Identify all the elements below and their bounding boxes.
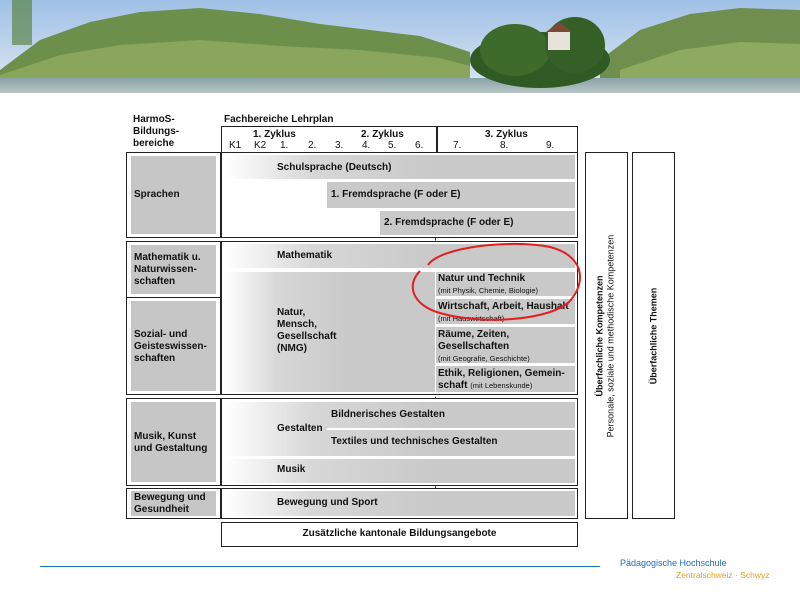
subject-fremdsprache-1: 1. Fremdsprache (F oder E) [331, 189, 461, 200]
footer-line-2: Zentralschweiz · Schwyz [676, 570, 770, 580]
subject-erg: Ethik, Religionen, Gemein- schaft (mit Lebenskunde) [438, 368, 565, 391]
themen-text: Überfachliche Themen [648, 287, 659, 385]
grade-label: 8. [500, 140, 509, 151]
subject-fremdsprache-2: 2. Fremdsprache (F oder E) [384, 217, 514, 228]
footer-rule [40, 566, 600, 567]
subject-bewegung: Bewegung und Sport [277, 497, 378, 508]
cycle-divider [436, 126, 438, 153]
category-bewegung: Bewegung und Gesundheit [134, 492, 206, 515]
grade-label: 4. [362, 140, 371, 151]
fachbereiche-label: Fachbereiche Lehrplan [224, 114, 334, 125]
grade-label: 7. [453, 140, 462, 151]
annotation-circle [400, 235, 590, 330]
category-musik: Musik, Kunst und Gestaltung [134, 431, 208, 454]
subject-nmg: Natur, Mensch, Gesellschaft (NMG) [277, 307, 337, 354]
kompetenzen-text: Überfachliche Kompetenzen Personale, soziale und methodische Kompetenzen [594, 234, 616, 438]
subject-gestalten: Gestalten [277, 423, 323, 434]
grade-label: 6. [415, 140, 424, 151]
subject-wah: Wirtschaft, Arbeit, Haushalt (mit Hauswirtschaft) [438, 301, 569, 323]
grade-label: 5. [388, 140, 397, 151]
landscape-banner [0, 0, 800, 93]
category-sprachen: Sprachen [134, 189, 180, 200]
grade-label: 2. [308, 140, 317, 151]
grade-label: 1. [280, 140, 289, 151]
subject-rzg: Räume, Zeiten, Gesellschaften (mit Geografie, Geschichte) [438, 329, 530, 363]
subject-musik: Musik [277, 464, 306, 475]
subject-zusaetzlich: Zusätzliche kantonale Bildungsangebote [302, 528, 497, 539]
category-mathematik: Mathematik u. Naturwissen- schaften [134, 252, 201, 287]
grade-label: K2 [254, 140, 267, 151]
footer-line-1: Pädagogische Hochschule [620, 558, 727, 568]
zyklus-2: 2. Zyklus [361, 129, 404, 140]
category-sozial: Sozial- und Geisteswissen- schaften [134, 329, 207, 364]
grade-label: 9. [546, 140, 555, 151]
subject-bildnerisch: Bildnerisches Gestalten [331, 409, 445, 420]
subject-textil: Textiles und technisches Gestalten [331, 436, 498, 447]
subject-natur-technik: Natur und Technik (mit Physik, Chemie, Biologie) [438, 273, 539, 295]
zyklus-1: 1. Zyklus [253, 129, 296, 140]
zyklus-3: 3. Zyklus [485, 129, 528, 140]
grade-label: K1 [229, 140, 242, 151]
subject-mathematik: Mathematik [277, 250, 333, 261]
grade-label: 3. [335, 140, 344, 151]
subject-schulsprache: Schulsprache (Deutsch) [277, 162, 392, 173]
harmos-label: HarmoS- Bildungs- bereiche [133, 114, 180, 149]
